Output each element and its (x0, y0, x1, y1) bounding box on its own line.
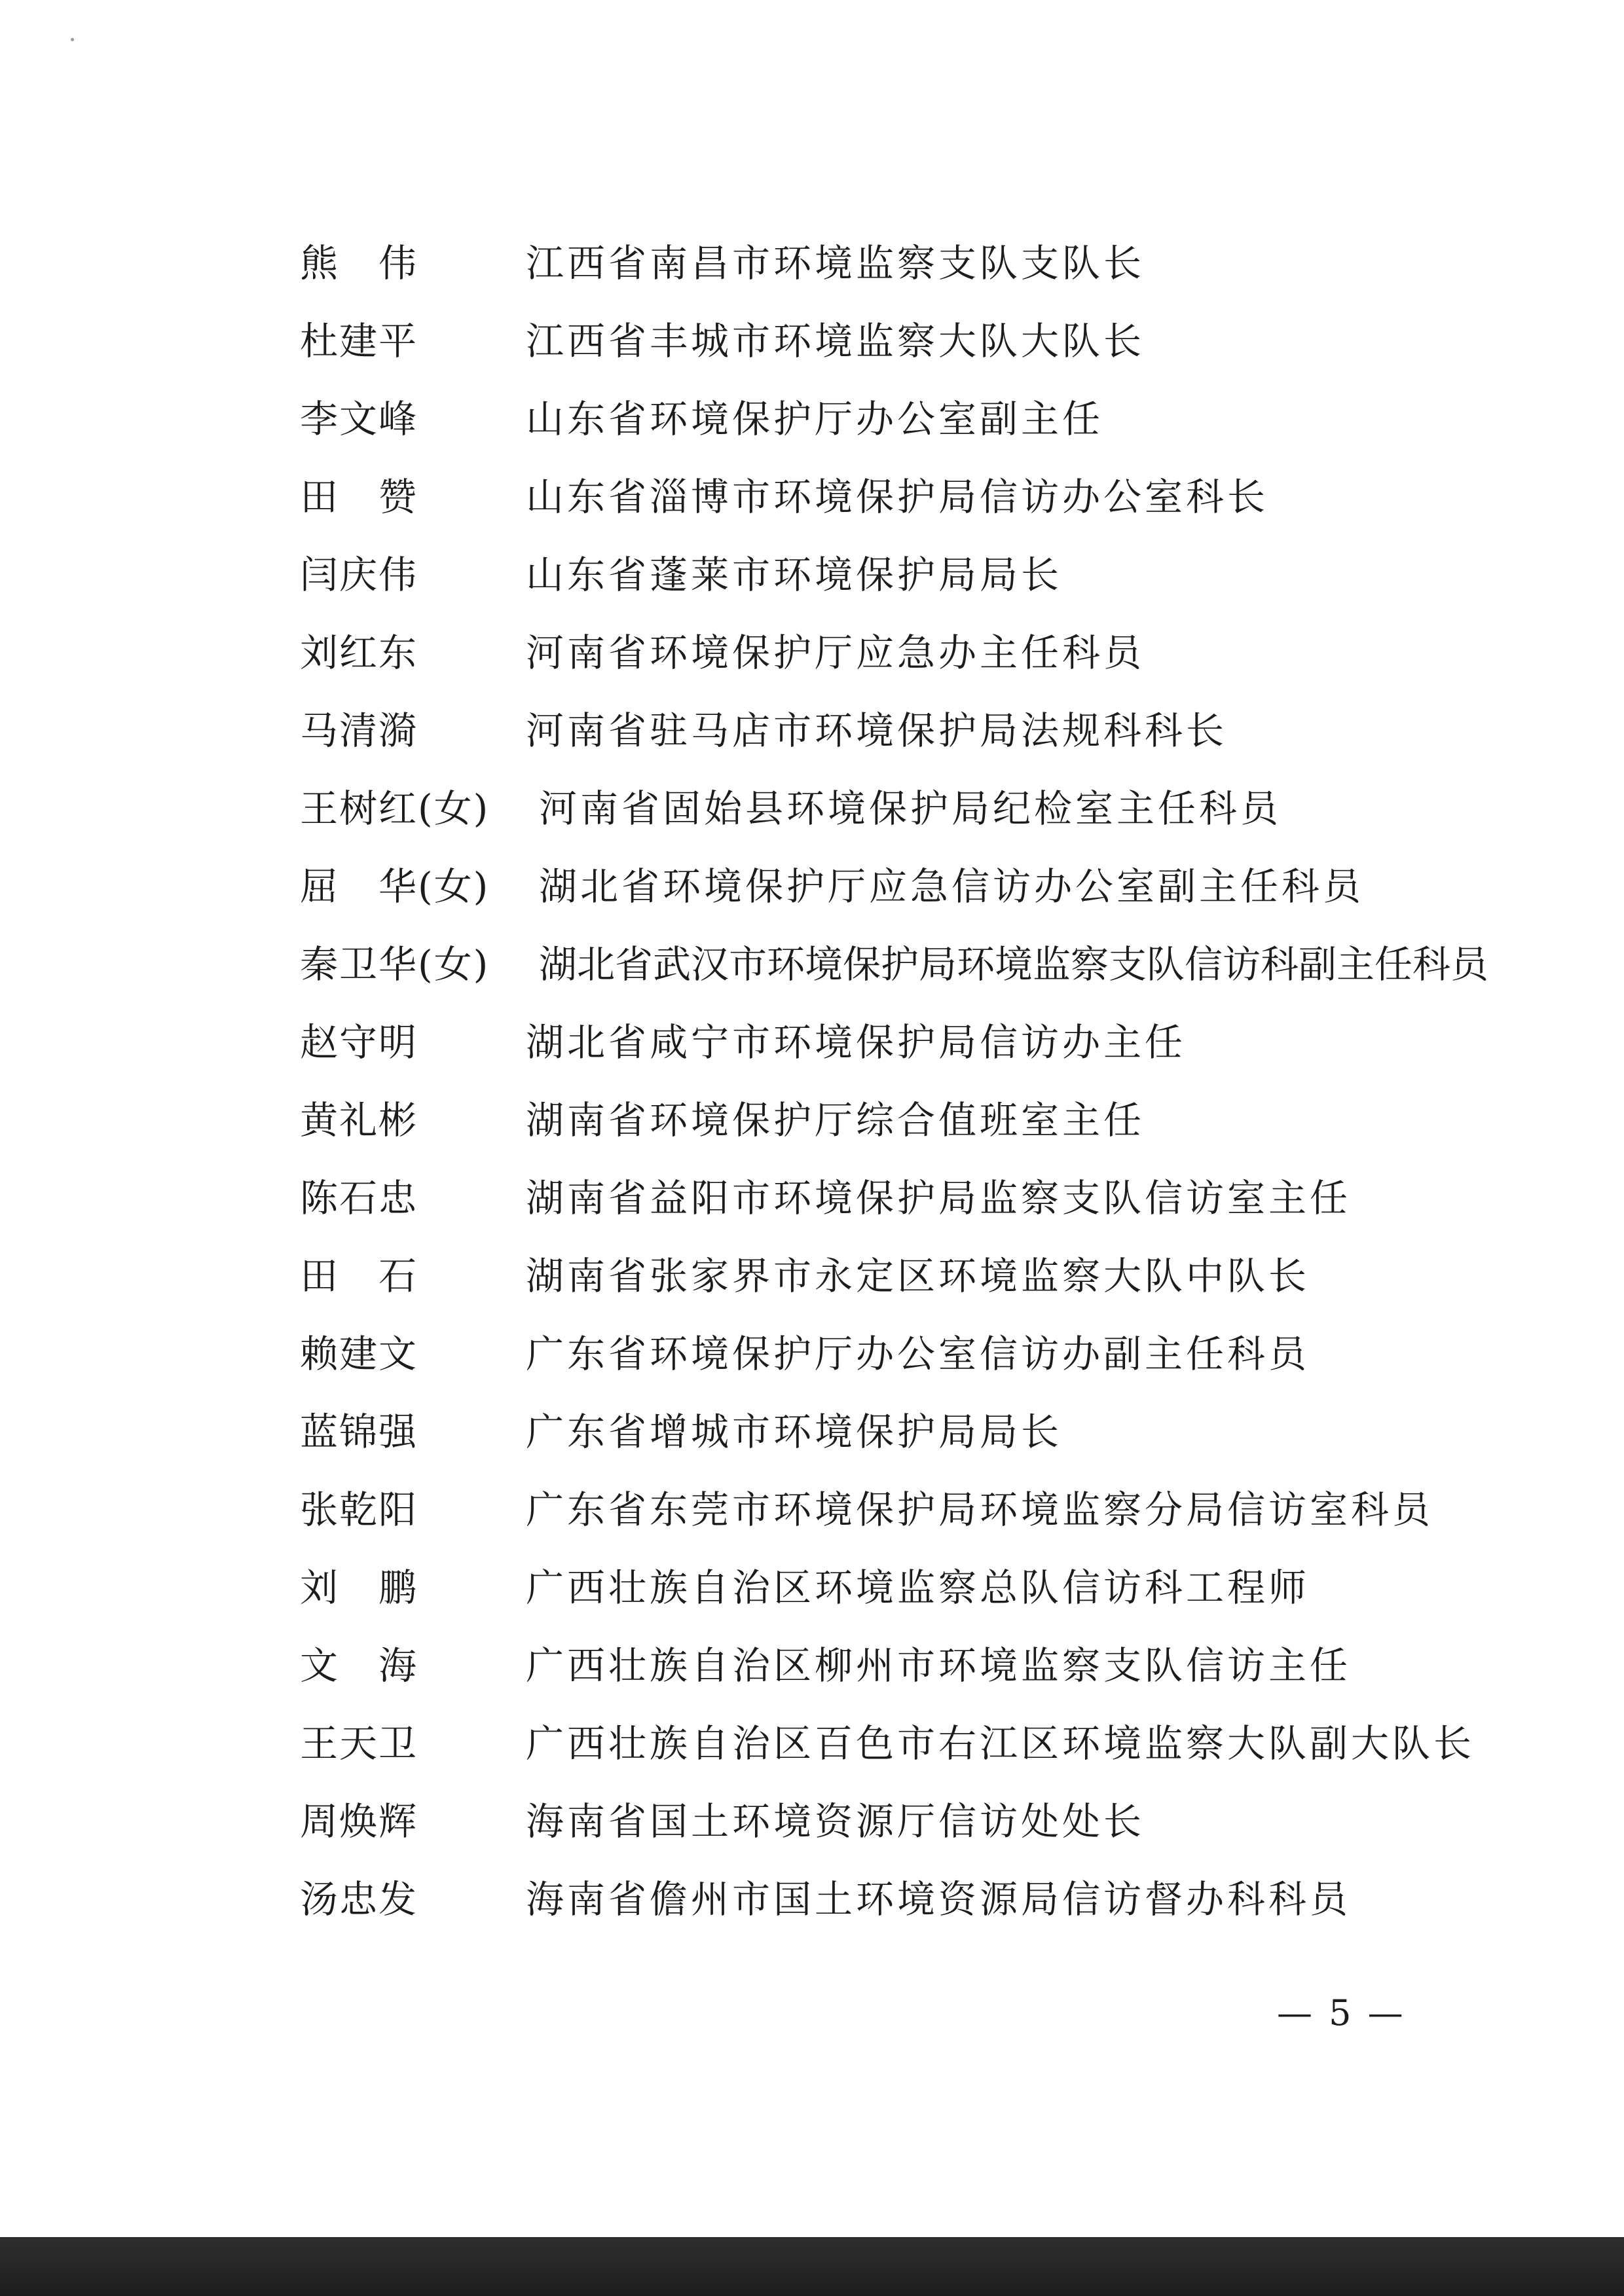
list-item (300, 1172, 1492, 1250)
person-title: 湖北省环境保护厅应急信访办公室副主任科员 (539, 864, 1365, 909)
person-name: 屈 华(女) (300, 864, 490, 909)
person-name: 刘 鹏 (300, 1565, 418, 1610)
person-name: 李文峰 (300, 397, 418, 441)
person-name: 汤忠发 (300, 1877, 418, 1922)
person-title: 山东省蓬莱市环境保护局局长 (526, 553, 1063, 597)
list-item (300, 471, 1492, 549)
list-item (300, 1561, 1492, 1639)
person-title: 河南省固始县环境保护局纪检室主任科员 (539, 786, 1282, 831)
person-name: 王树红(女) (300, 786, 490, 831)
person-title: 广西壮族自治区环境监察总队信访科工程师 (526, 1565, 1310, 1610)
person-name: 黄礼彬 (300, 1098, 418, 1142)
person-title: 广东省增城市环境保护局局长 (526, 1410, 1063, 1454)
list-item (300, 1795, 1492, 1873)
person-title: 广西壮族自治区柳州市环境监察支队信访主任 (526, 1643, 1352, 1688)
person-name: 蓝锦强 (300, 1410, 418, 1454)
list-item (300, 782, 1492, 860)
person-title: 山东省环境保护厅办公室副主任 (526, 397, 1104, 441)
list-item (300, 1250, 1492, 1328)
person-title: 广东省东莞市环境保护局环境监察分局信访室科员 (526, 1487, 1434, 1532)
list-item (300, 1094, 1492, 1172)
person-title: 湖南省环境保护厅综合值班室主任 (526, 1098, 1145, 1142)
list-item (300, 393, 1492, 471)
personnel-list (300, 237, 1492, 1951)
person-name: 田 赞 (300, 475, 418, 519)
person-title: 湖南省张家界市永定区环境监察大队中队长 (526, 1254, 1310, 1298)
list-item (300, 549, 1492, 627)
person-name: 杜建平 (300, 319, 418, 363)
list-item (300, 1873, 1492, 1951)
person-title: 海南省国土环境资源厅信访处处长 (526, 1799, 1145, 1844)
person-name: 陈石忠 (300, 1176, 418, 1220)
person-title: 山东省淄博市环境保护局信访办公室科长 (526, 475, 1269, 519)
page-number: — 5 — (1277, 1992, 1406, 2033)
list-item (300, 704, 1492, 782)
person-title: 河南省驻马店市环境保护局法规科科长 (526, 708, 1228, 753)
person-title: 湖北省武汉市环境保护局环境监察支队信访科副主任科员 (539, 942, 1489, 987)
person-name: 刘红东 (300, 630, 418, 675)
person-title: 广西壮族自治区百色市右江区环境监察大队副大队长 (526, 1721, 1475, 1766)
person-title: 湖南省益阳市环境保护局监察支队信访室主任 (526, 1176, 1352, 1220)
person-title: 江西省南昌市环境监察支队支队长 (526, 241, 1145, 285)
scan-speck (71, 38, 74, 41)
person-name: 马清漪 (300, 708, 418, 753)
person-name: 田 石 (300, 1254, 418, 1298)
list-item (300, 1328, 1492, 1406)
person-name: 熊 伟 (300, 241, 418, 285)
list-item (300, 1406, 1492, 1484)
person-name: 文 海 (300, 1643, 418, 1688)
person-title: 江西省丰城市环境监察大队大队长 (526, 319, 1145, 363)
person-name: 赵守明 (300, 1020, 418, 1065)
scan-bottom-edge (0, 2237, 1624, 2296)
list-item (300, 1717, 1492, 1795)
person-title: 广东省环境保护厅办公室信访办副主任科员 (526, 1332, 1310, 1376)
list-item (300, 1016, 1492, 1094)
list-item (300, 1484, 1492, 1561)
person-title: 河南省环境保护厅应急办主任科员 (526, 630, 1145, 675)
list-item (300, 627, 1492, 704)
person-name: 秦卫华(女) (300, 942, 490, 987)
list-item (300, 1639, 1492, 1717)
person-name: 赖建文 (300, 1332, 418, 1376)
person-name: 王天卫 (300, 1721, 418, 1766)
person-title: 湖北省咸宁市环境保护局信访办主任 (526, 1020, 1187, 1065)
person-title: 海南省儋州市国土环境资源局信访督办科科员 (526, 1877, 1352, 1922)
list-item (300, 315, 1492, 393)
list-item (300, 237, 1492, 315)
person-name: 闫庆伟 (300, 553, 418, 597)
list-item (300, 938, 1492, 1016)
person-name: 张乾阳 (300, 1487, 418, 1532)
list-item (300, 860, 1492, 938)
person-name: 周焕辉 (300, 1799, 418, 1844)
